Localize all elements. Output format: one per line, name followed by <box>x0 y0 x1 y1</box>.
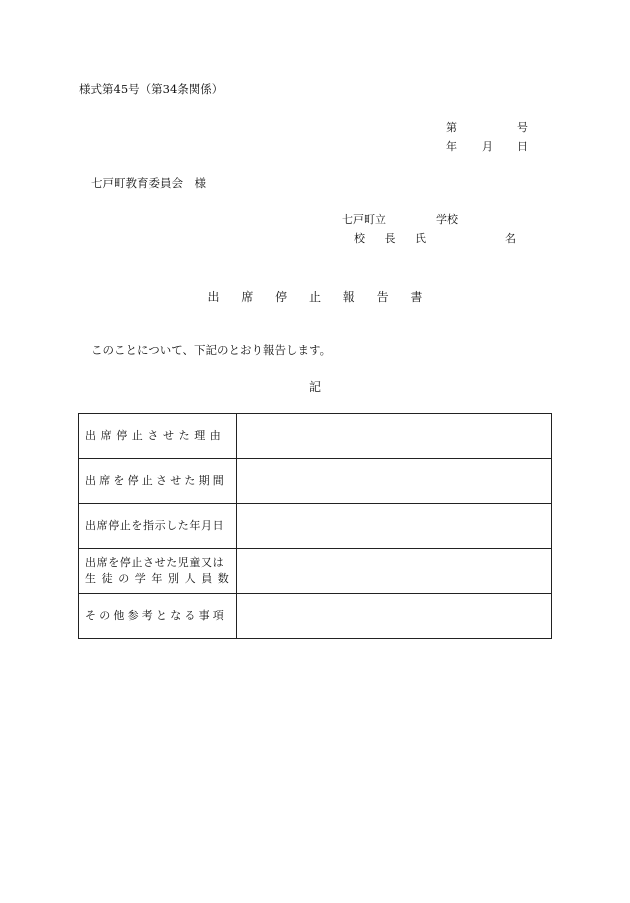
report-table <box>78 413 552 639</box>
table-row <box>79 594 552 639</box>
date-year-label: 年 <box>446 140 457 153</box>
date-month-label: 月 <box>482 140 493 153</box>
student-count-field[interactable] <box>237 549 552 594</box>
row-label-other-notes: その他参考となる事項 <box>79 594 237 639</box>
form-number: 様式第45号（第34条関係） <box>79 82 224 96</box>
principal-name-suffix: 名 <box>505 232 516 245</box>
table-row <box>79 414 552 459</box>
row-label-reason: 出席停止させた理由 <box>79 414 237 459</box>
row-label-student-count-line2: 生徒の学年別人員数 <box>85 572 235 585</box>
row-label-student-count <box>79 549 237 594</box>
ki-label: 記 <box>308 380 321 394</box>
date-day-label: 日 <box>517 140 528 153</box>
addressee: 七戸町教育委員会 様 <box>91 176 206 190</box>
school-name-suffix: 学校 <box>436 213 458 226</box>
row-label-student-count-line1: 出席を停止させた児童又は <box>85 556 225 569</box>
document-number-label: 第 <box>446 121 457 134</box>
body-text: このことについて、下記のとおり報告します。 <box>91 343 332 357</box>
instruction-date-field[interactable] <box>237 504 552 549</box>
reason-field[interactable] <box>237 414 552 459</box>
school-name-prefix: 七戸町立 <box>342 213 386 226</box>
table-row <box>79 549 552 594</box>
table-row <box>79 504 552 549</box>
document-title: 出 席 停 止 報 告 書 <box>207 290 432 304</box>
principal-label: 校 長 氏 <box>354 232 434 245</box>
row-label-period: 出席を停止させた期間 <box>79 459 237 504</box>
row-label-instruction-date: 出席停止を指示した年月日 <box>79 504 237 549</box>
period-field[interactable] <box>237 459 552 504</box>
other-notes-field[interactable] <box>237 594 552 639</box>
table-row <box>79 459 552 504</box>
document-number-suffix: 号 <box>517 121 528 134</box>
